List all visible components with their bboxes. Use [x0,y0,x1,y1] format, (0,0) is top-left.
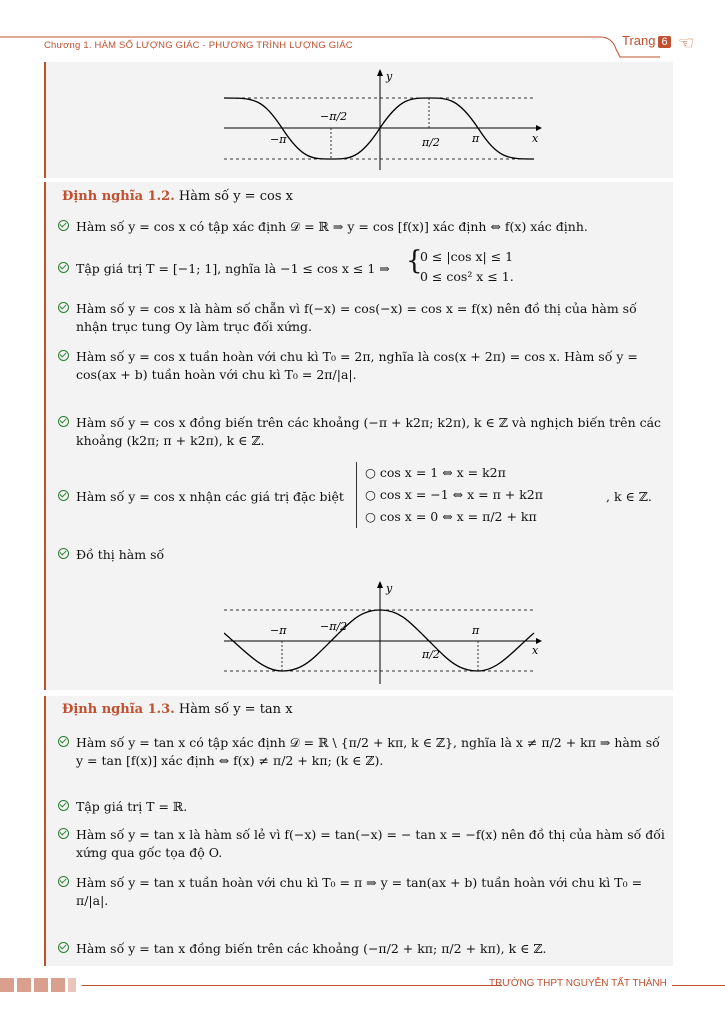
pi-label: π [472,132,480,145]
item-text: Hàm số y = cos x đồng biến trên các khoảng (−π + k2π; k2π), k ∈ ℤ và nghịch biến trên các khoảng (k2π; π + k2π), k ∈ ℤ. [76,415,662,448]
check-circle-icon [58,828,69,839]
list-item [76,300,667,336]
chapter-title: Chương 1. HÀM SỐ LƯỢNG GIÁC - PHƯƠNG TRÌNH LƯỢNG GIÁC [44,40,353,51]
list-item [76,246,667,284]
page-label: Trang [622,33,656,48]
definition-1-3-heading [62,702,293,717]
definition-label: Định nghĩa 1.3. [62,702,175,717]
list-item [76,798,667,816]
list-item [76,734,667,770]
check-circle-icon [58,942,69,953]
footer-rule [82,985,502,986]
footer-rule-right [672,985,725,986]
footer-square [51,978,65,992]
item-text: Hàm số y = tan x là hàm số lẻ vì f(−x) = tan(−x) = − tan x = −f(x) nên đồ thị của hàm số đối xứng qua gốc tọa độ O. [76,827,665,860]
check-circle-icon [58,262,69,273]
item-text: Tập giá trị T = ℝ. [76,799,188,814]
neg-pi-half-label: −π/2 [320,110,348,123]
item-text: Tập giá trị T = [−1; 1], nghĩa là −1 ≤ cos x ≤ 1 ⇒ [76,261,390,276]
special-values-list [356,462,543,528]
pi-half-label: π/2 [422,136,440,149]
check-circle-icon [58,736,69,747]
item-text: Hàm số y = tan x có tập xác định 𝒟 = ℝ \ {π/2 + kπ, k ∈ ℤ}, nghĩa là x ≠ π/2 + kπ ⇒ hàm số y = tan [f(x)] xác định ⇔ f(x) ≠ π/2 + kπ; (k ∈ ℤ). [76,735,660,768]
footer-square [34,978,48,992]
definition-title: Hàm số y = cos x [178,189,293,204]
page-indicator [622,33,671,48]
list-item [76,874,667,910]
brace-icon: { [406,246,423,276]
footer-square [17,978,31,992]
check-circle-icon [58,800,69,811]
y-axis-label: y [386,582,393,595]
range-line-1: 0 ≤ |cos x| ≤ 1 [420,249,514,264]
sine-graph [224,66,544,174]
definition-label: Định nghĩa 1.2. [62,189,175,204]
check-circle-icon [58,490,69,501]
x-axis-label: x [532,132,539,145]
definition-title: Hàm số y = tan x [178,702,293,717]
list-item [76,546,667,564]
x-axis-label: x [532,644,539,657]
item-text: Hàm số y = cos x tuần hoàn với chu kì T₀ = 2π, nghĩa là cos(x + 2π) = cos x. Hàm số y = cos(ax + b) tuần hoàn với chu kì T₀ = 2π/|a|. [76,349,638,382]
check-circle-icon [58,548,69,559]
special-value: ○ cos x = 1 ⇔ x = k2π [365,465,506,480]
pointing-hand-icon: ☜ [678,33,695,54]
item-text: Hàm số y = cos x nhận các giá trị đặc biệt [76,489,344,504]
check-circle-icon [58,302,69,313]
check-circle-icon [58,876,69,887]
special-suffix: , k ∈ ℤ. [606,489,652,504]
definition-1-2-box [44,182,673,690]
range-line-2: 0 ≤ cos² x ≤ 1. [420,269,514,284]
list-item [76,826,667,862]
footer-square [0,978,14,992]
definition-1-2-heading [62,189,293,204]
neg-pi-label: −π [270,133,287,146]
item-text: Đồ thị hàm số [76,547,165,562]
special-value: ○ cos x = 0 ⇔ x = π/2 + kπ [365,509,537,524]
list-item [76,348,667,384]
check-circle-icon [58,416,69,427]
list-item [76,414,667,450]
check-circle-icon [58,220,69,231]
item-text: Hàm số y = cos x là hàm số chẵn vì f(−x) = cos(−x) = cos x = f(x) nên đồ thị của hàm số nhận trục tung Oy làm trục đối xứng. [76,301,637,334]
list-item [76,940,667,958]
item-text: Hàm số y = tan x đồng biến trên các khoảng (−π/2 + kπ; π/2 + kπ), k ∈ ℤ. [76,941,547,956]
pi-half-label: π/2 [422,648,440,661]
check-circle-icon [58,350,69,361]
definition-1-3-box [44,696,673,966]
page-number: 6 [658,36,670,48]
footer-square [68,978,76,992]
cosine-graph [224,580,544,686]
pi-label: π [472,624,480,637]
list-item [76,218,667,236]
item-text: Hàm số y = cos x có tập xác định 𝒟 = ℝ ⇒ y = cos [f(x)] xác định ⇔ f(x) xác định. [76,219,588,234]
item-text: Hàm số y = tan x tuần hoàn với chu kì T₀ = π ⇒ y = tan(ax + b) tuần hoàn với chu kì T₀ = π/|a|. [76,875,643,908]
neg-pi-label: −π [270,624,287,637]
neg-pi-half-label: −π/2 [320,620,348,633]
special-value: ○ cos x = −1 ⇔ x = π + k2π [365,487,543,502]
school-name: TRƯỜNG THPT NGUYỄN TẤT THÀNH [489,978,667,989]
list-item [76,465,667,524]
y-axis-label: y [386,70,393,83]
sine-graph-box [44,62,673,178]
